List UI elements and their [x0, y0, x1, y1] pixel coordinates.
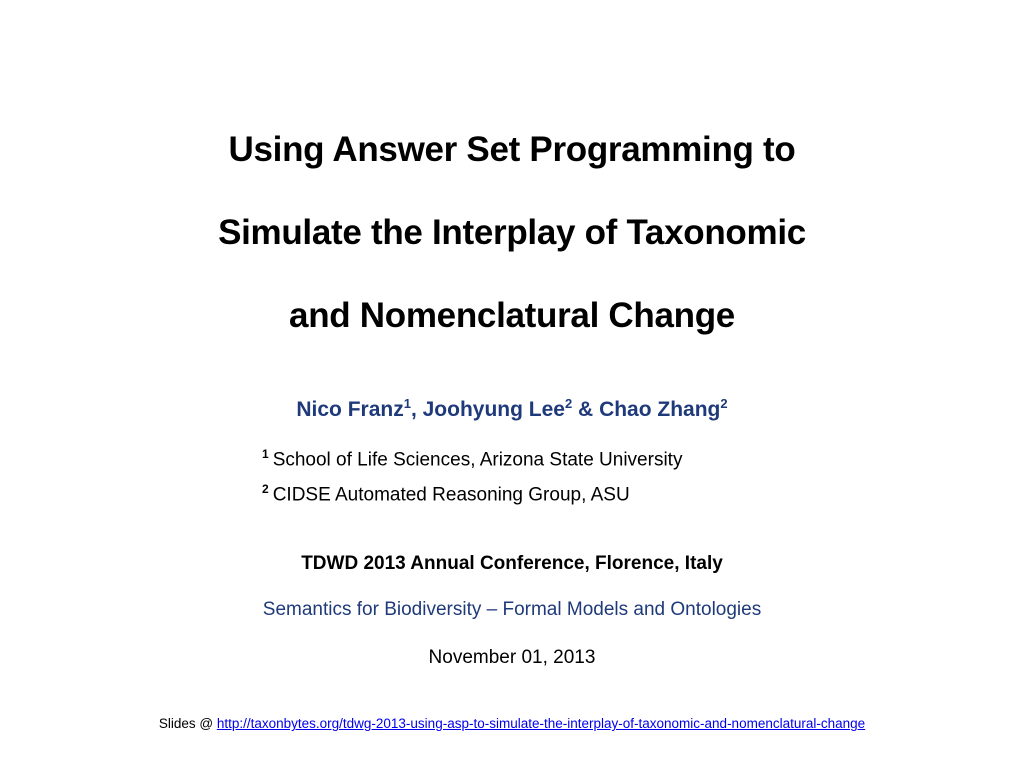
author-name: Joohyung Lee	[422, 398, 565, 421]
author-name: Chao Zhang	[599, 398, 721, 421]
session-name: Semantics for Biodiversity – Formal Models and Ontologies	[262, 599, 762, 620]
slide-title	[0, 108, 1024, 357]
affiliation-2	[262, 482, 630, 506]
title-line-2: Simulate the Interplay of Taxonomic	[218, 213, 806, 252]
author-list	[0, 396, 1024, 422]
title-line-1: Using Answer Set Programming to	[228, 130, 796, 169]
presentation-date: November 01, 2013	[428, 647, 596, 668]
conference-name: TDWD 2013 Annual Conference, Florence, Italy	[301, 553, 723, 574]
author-name: Nico Franz	[296, 398, 404, 421]
affiliation-1	[262, 447, 682, 471]
title-line-3: and Nomenclatural Change	[289, 296, 735, 335]
slides-link-prefix: Slides @	[158, 716, 217, 731]
author-separator: ,	[410, 398, 423, 421]
affiliation-number: 1	[262, 447, 269, 461]
author-separator: &	[572, 398, 600, 421]
author-affil-marker: 2	[564, 396, 573, 411]
affiliation-text: CIDSE Automated Reasoning Group, ASU	[272, 484, 630, 506]
slides-url-link[interactable]: http://taxonbytes.org/tdwg-2013-using-asp-to-simulate-the-interplay-of-taxonomic-and-nomenclatural-change	[216, 716, 866, 731]
slides-link-line	[0, 716, 1024, 731]
author-affil-marker: 1	[403, 396, 411, 411]
affiliation-number: 2	[262, 482, 269, 496]
affiliation-text: School of Life Sciences, Arizona State University	[272, 449, 683, 471]
author-affil-marker: 2	[720, 396, 728, 411]
